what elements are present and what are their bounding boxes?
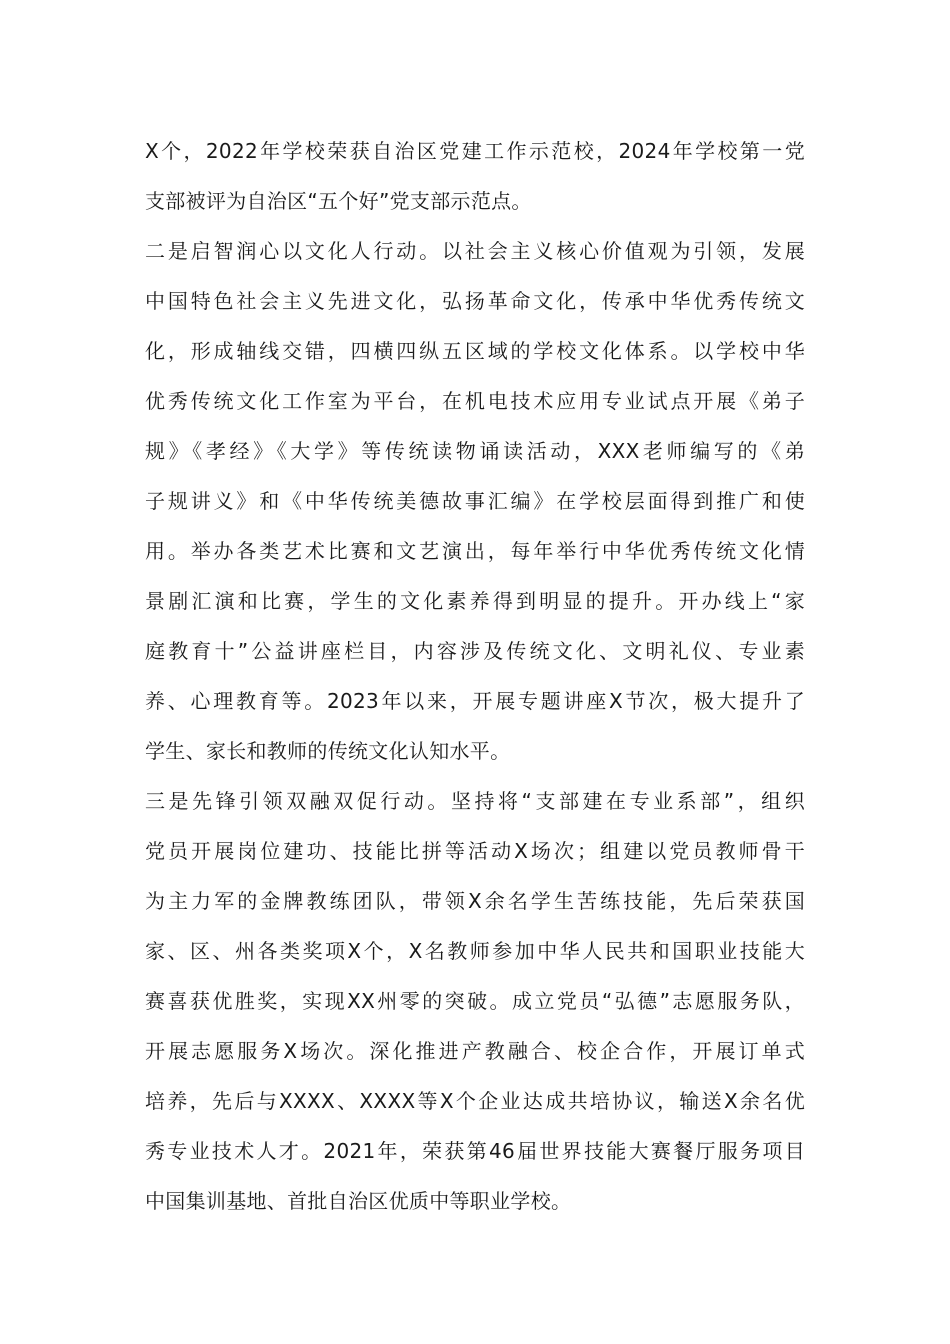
- text-line: 中国特色社会主义先进文化，弘扬革命文化，传承中华优秀传统文: [145, 289, 805, 313]
- text-line: 家、区、州各类奖项X个，X名教师参加中华人民共和国职业技能大: [145, 939, 805, 963]
- text-line: 学生、家长和教师的传统文化认知水平。: [145, 739, 511, 763]
- text-line: 为主力军的金牌教练团队，带领X余名学生苦练技能，先后荣获国: [145, 889, 805, 913]
- text-line: 规》《孝经》《大学》等传统读物诵读活动，XXX老师编写的《弟: [145, 439, 805, 463]
- text-line: 赛喜获优胜奖，实现XX州零的突破。成立党员“弘德”志愿服务队，: [145, 989, 805, 1013]
- text-line: 养、心理教育等。2023年以来，开展专题讲座X节次，极大提升了: [145, 689, 805, 713]
- text-line: 二是启智润心以文化人行动。以社会主义核心价值观为引领，发展: [145, 239, 805, 263]
- text-line: 中国集训基地、首批自治区优质中等职业学校。: [145, 1189, 572, 1213]
- text-line: 开展志愿服务X场次。深化推进产教融合、校企合作，开展订单式: [145, 1039, 805, 1063]
- text-line: 秀专业技术人才。2021年，荣获第46届世界技能大赛餐厅服务项目: [145, 1139, 805, 1163]
- text-line: 景剧汇演和比赛，学生的文化素养得到明显的提升。开办线上“家: [145, 589, 805, 613]
- text-line: 化，形成轴线交错，四横四纵五区域的学校文化体系。以学校中华: [145, 339, 805, 363]
- text-line: 培养，先后与XXXX、XXXX等X个企业达成共培协议，输送X余名优: [145, 1089, 805, 1113]
- text-line: 庭教育十”公益讲座栏目，内容涉及传统文化、文明礼仪、专业素: [145, 639, 805, 663]
- text-line: 支部被评为自治区“五个好”党支部示范点。: [145, 189, 532, 213]
- text-line: 子规讲义》和《中华传统美德故事汇编》在学校层面得到推广和使: [145, 489, 805, 513]
- text-line: 优秀传统文化工作室为平台，在机电技术应用专业试点开展《弟子: [145, 389, 805, 413]
- text-line: X个，2022年学校荣获自治区党建工作示范校，2024年学校第一党: [145, 139, 805, 163]
- text-line: 党员开展岗位建功、技能比拼等活动X场次；组建以党员教师骨干: [145, 839, 805, 863]
- text-line: 三是先锋引领双融双促行动。坚持将“支部建在专业系部”，组织: [145, 789, 805, 813]
- text-line: 用。举办各类艺术比赛和文艺演出，每年举行中华优秀传统文化情: [145, 539, 805, 563]
